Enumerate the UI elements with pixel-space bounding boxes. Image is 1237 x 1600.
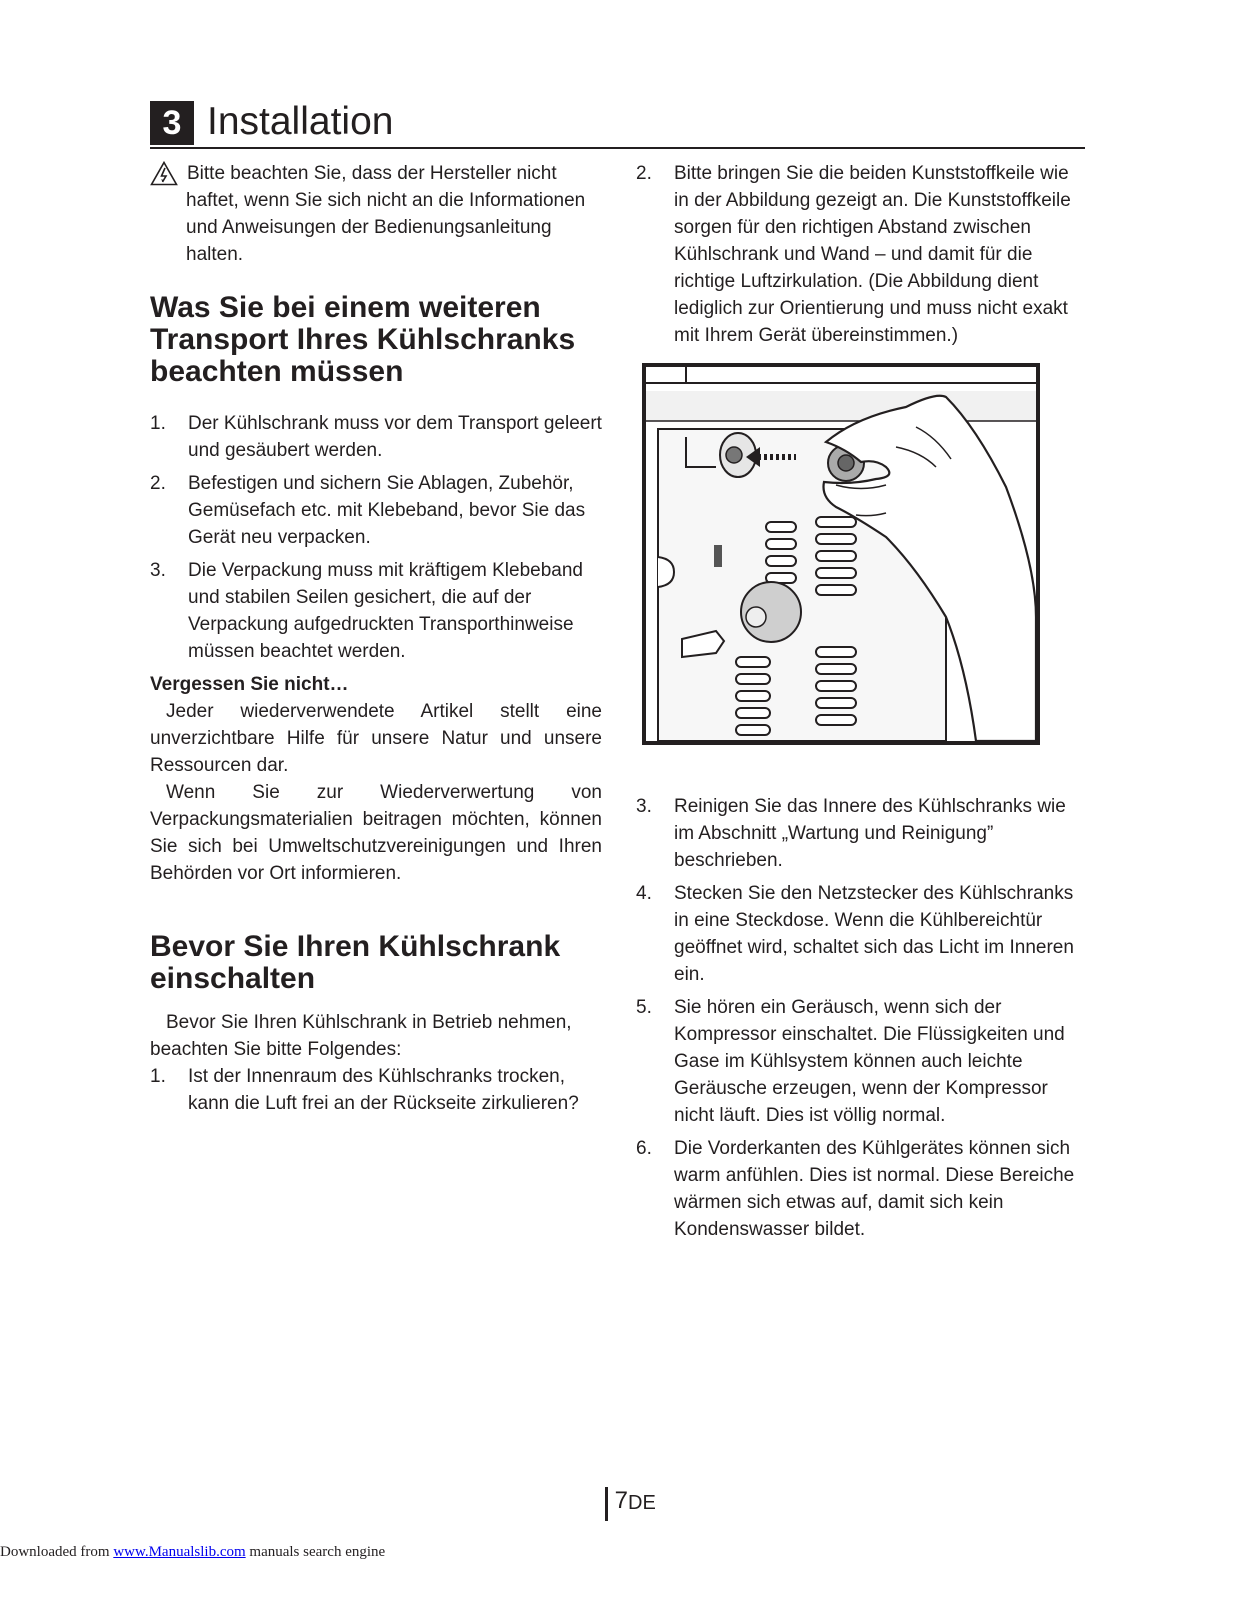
before-intro: Bevor Sie Ihren Kühlschrank in Betrieb nehmen, beachten Sie bitte Folgendes:: [150, 1012, 572, 1060]
step-text: Reinigen Sie das Innere des Kühlschranks wie im Abschnitt „Wartung und Reinigung” beschrieben.: [674, 796, 1066, 871]
reminder-heading: Vergessen Sie nicht…: [150, 674, 349, 695]
warning-line: und Anweisungen der Bedienungsanleitung: [186, 217, 552, 238]
step-number: 1.: [150, 1066, 166, 1087]
before-heading: Bevor Sie Ihren Kühlschrank einschalten: [150, 930, 561, 995]
page-number: 7: [614, 1487, 628, 1514]
reminder-paragraph: Jeder wiederverwendete Artikel stellt eine unverzichtbare Hilfe für unsere Natur und unsere Ressourcen dar.: [150, 701, 602, 776]
download-suffix: manuals search engine: [245, 1544, 386, 1560]
page-footer: [570, 1485, 690, 1525]
step-number: 3.: [150, 560, 166, 581]
reminder-paragraph: Wenn Sie zur Wiederverwertung von Verpackungsmaterialien beitragen möchten, können Sie sich bei Umweltschutzvereinigungen und Ihren Behörden vor Ort informieren.: [150, 782, 602, 884]
step-text: Ist der Innenraum des Kühlschranks trocken, kann die Luft frei an der Rückseite zirkulieren?: [188, 1066, 579, 1114]
manualslib-link[interactable]: www.Manualslib.com: [113, 1544, 246, 1560]
list-item: [150, 410, 602, 464]
warning-line: halten.: [186, 244, 244, 265]
download-prefix: Downloaded from: [0, 1544, 114, 1560]
installation-illustration: [642, 363, 1040, 745]
list-item: [636, 160, 1088, 349]
left-column: [150, 160, 602, 1123]
step-text: Bitte bringen Sie die beiden Kunststoffkeile wie in der Abbildung gezeigt an. Die Kunststoffkeile sorgen für den richtigen Abstand zwischen Kühlschrank und Wand – und damit für die richtige Luftzirkulation. (Die Abbildung dient lediglich zur Orientierung und muss nicht exakt mit Ihrem Gerät übereinstimmen.): [674, 163, 1071, 346]
warning-triangle-icon: [150, 161, 178, 186]
list-item: [636, 880, 1088, 988]
warning-line: Bitte beachten Sie, dass der Hersteller nicht: [187, 163, 557, 184]
before-steps-continued: [636, 793, 1088, 1243]
list-item: [150, 557, 602, 665]
list-item: [636, 1135, 1088, 1243]
step-number: 5.: [636, 997, 652, 1018]
step-number: 2.: [636, 163, 652, 184]
warning-note: [150, 160, 602, 268]
transport-steps: [150, 410, 602, 665]
chapter-number: 3: [150, 101, 194, 145]
right-column: [636, 160, 1088, 1249]
step-text: Der Kühlschrank muss vor dem Transport geleert und gesäubert werden.: [188, 413, 602, 461]
step-number: 2.: [150, 473, 166, 494]
list-item: [150, 1063, 602, 1117]
step-number: 6.: [636, 1138, 652, 1159]
step-number: 4.: [636, 883, 652, 904]
step-text: Stecken Sie den Netzstecker des Kühlschranks in eine Steckdose. Wenn die Kühlbereichtür geöffnet wird, schaltet sich das Licht im Inneren ein.: [674, 883, 1074, 985]
before-steps: [150, 1063, 602, 1117]
page-language: DE: [628, 1492, 656, 1514]
list-item: [636, 994, 1088, 1129]
list-item: [150, 470, 602, 551]
step-text: Befestigen und sichern Sie Ablagen, Zubehör, Gemüsefach etc. mit Klebeband, bevor Sie das Gerät neu verpacken.: [188, 473, 586, 548]
fridge-wedge-drawing: [646, 367, 1036, 741]
transport-heading: Was Sie bei einem weiteren Transport Ihres Kühlschranks beachten müssen: [150, 291, 576, 388]
list-item: [636, 793, 1088, 874]
chapter-header: [150, 99, 1085, 149]
before-steps-continued: [636, 160, 1088, 349]
step-number: 3.: [636, 796, 652, 817]
footer-divider: [605, 1487, 608, 1521]
warning-line: haftet, wenn Sie sich nicht an die Informationen: [186, 190, 586, 211]
download-notice: [0, 1542, 385, 1562]
step-text: Die Verpackung muss mit kräftigem Klebeband und stabilen Seilen gesichert, die auf der Verpackung aufgedruckten Transporthinweise müssen beachtet werden.: [188, 560, 583, 662]
chapter-title: Installation: [207, 100, 394, 143]
step-text: Die Vorderkanten des Kühlgerätes können sich warm anfühlen. Dies ist normal. Diese Bereiche wärmen sich etwas auf, damit sich kein Kondenswasser bildet.: [674, 1138, 1075, 1240]
step-number: 1.: [150, 413, 166, 434]
step-text: Sie hören ein Geräusch, wenn sich der Kompressor einschaltet. Die Flüssigkeiten und Gase im Kühlsystem können auch leichte Geräusche erzeugen, wenn der Kompressor nicht läuft. Dies ist völlig normal.: [674, 997, 1065, 1126]
